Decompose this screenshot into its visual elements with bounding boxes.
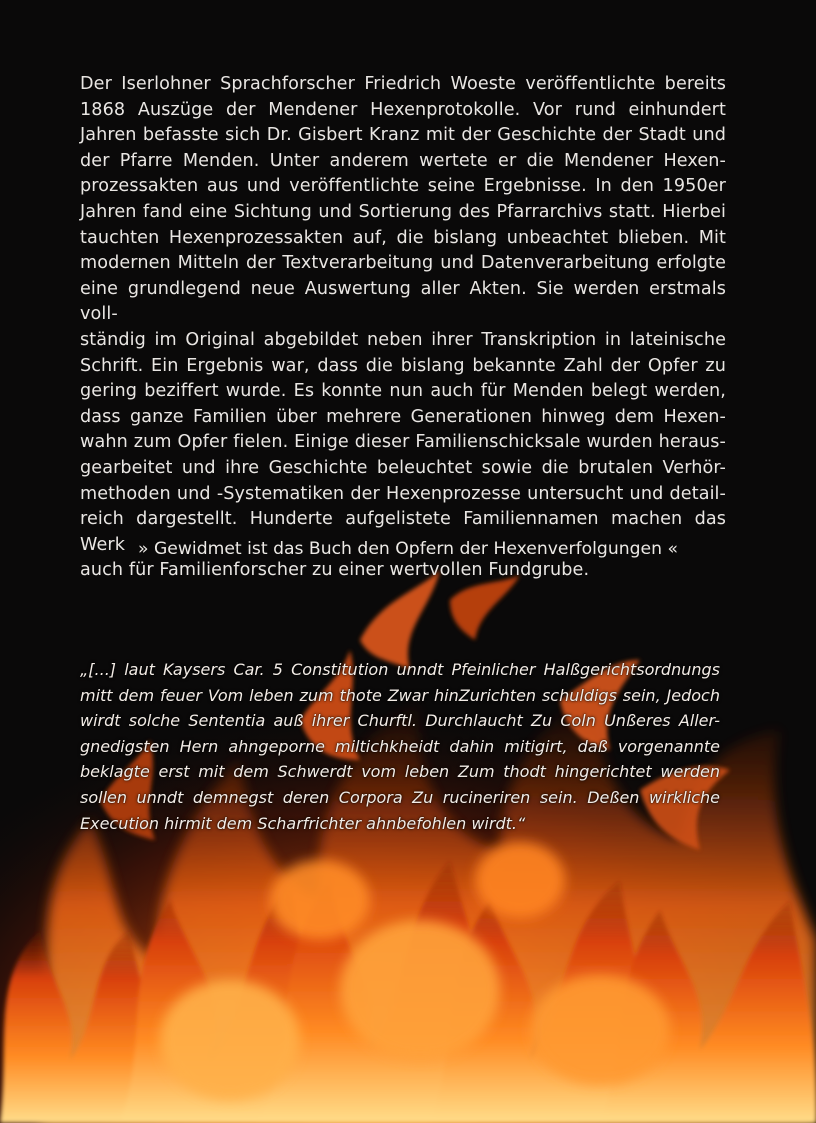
historical-quote (80, 657, 720, 836)
blurb-line: dass ganze Familien über mehrere Generationen hinweg dem Hexen- (80, 406, 726, 427)
blurb-line: methoden und -Systematiken der Hexenprozesse untersucht und detail- (80, 483, 726, 504)
blurb-line: Jahren fand eine Sichtung und Sortierung des Pfarrarchivs statt. Hierbei (80, 201, 726, 222)
blurb-text (80, 72, 726, 584)
dedication: » Gewidmet ist das Buch den Opfern der Hexenverfolgungen « (138, 539, 678, 559)
blurb-line: gearbeitet und ihre Geschichte beleuchtet sowie die brutalen Verhör- (80, 457, 726, 478)
blurb-line: modernen Mitteln der Textverarbeitung und Datenverarbeitung erfolgte (80, 253, 726, 274)
quote-line: beklagte erst mit dem Schwerdt vom leben Zum thodt hingerichtet werden (80, 762, 720, 782)
quote-line: wirdt solche Sententia auß ihrer Churftl. Durchlaucht Zu Coln Unßeres Aller- (80, 711, 720, 731)
blurb-line: gering beziffert wurde. Es konnte nun auch für Menden belegt werden, (80, 381, 726, 402)
blurb-line: 1868 Auszüge der Mendener Hexenprotokolle. Vor rund einhundert (80, 99, 726, 120)
blurb-line: tauchten Hexenprozessakten auf, die bislang unbeachtet blieben. Mit (80, 227, 726, 248)
quote-line: gnedigsten Hern ahngeporne miltichkheidt dahin mitigirt, daß vorgenannte (80, 736, 720, 756)
blurb-line: prozessakten aus und veröffentlichte seine Ergebnisse. In den 1950er (80, 176, 726, 197)
quote-line: mitt dem feuer Vom leben zum thote Zwar hinZurichten schuldigs sein, Jedoch (80, 685, 720, 705)
blurb-line: Jahren befasste sich Dr. Gisbert Kranz mit der Geschichte der Stadt und (80, 125, 726, 146)
blurb-line: eine grundlegend neue Auswertung aller Akten. Sie werden erstmals voll- (80, 278, 726, 325)
quote-line: Execution hirmit dem Scharfrichter ahnbefohlen wirdt.“ (80, 813, 526, 833)
quote-line: „[...] laut Kaysers Car. 5 Constitution unndt Pfeinlicher Halßgerichtsordnungs (80, 660, 720, 679)
blurb-line: auch für Familienforscher zu einer wertvollen Fundgrube. (80, 560, 590, 581)
blurb-line: der Pfarre Menden. Unter anderem wertete er die Mendener Hexen- (80, 150, 726, 171)
blurb-line: Der Iserlohner Sprachforscher Friedrich Woeste veröffentlichte bereits (80, 74, 726, 94)
blurb-line: Schrift. Ein Ergebnis war, dass die bislang bekannte Zahl der Opfer zu (80, 355, 726, 376)
blurb-line: reich dargestellt. Hunderte aufgelistete Familiennamen machen das Werk (80, 509, 726, 555)
blurb-line: wahn zum Opfer fielen. Einige dieser Familienschicksale wurden heraus- (80, 432, 726, 453)
quote-line: sollen unndt demnegst deren Corpora Zu rucineriren sein. Deßen wirkliche (80, 787, 720, 807)
blurb-line: ständig im Original abgebildet neben ihrer Transkription in lateinische (80, 329, 726, 350)
